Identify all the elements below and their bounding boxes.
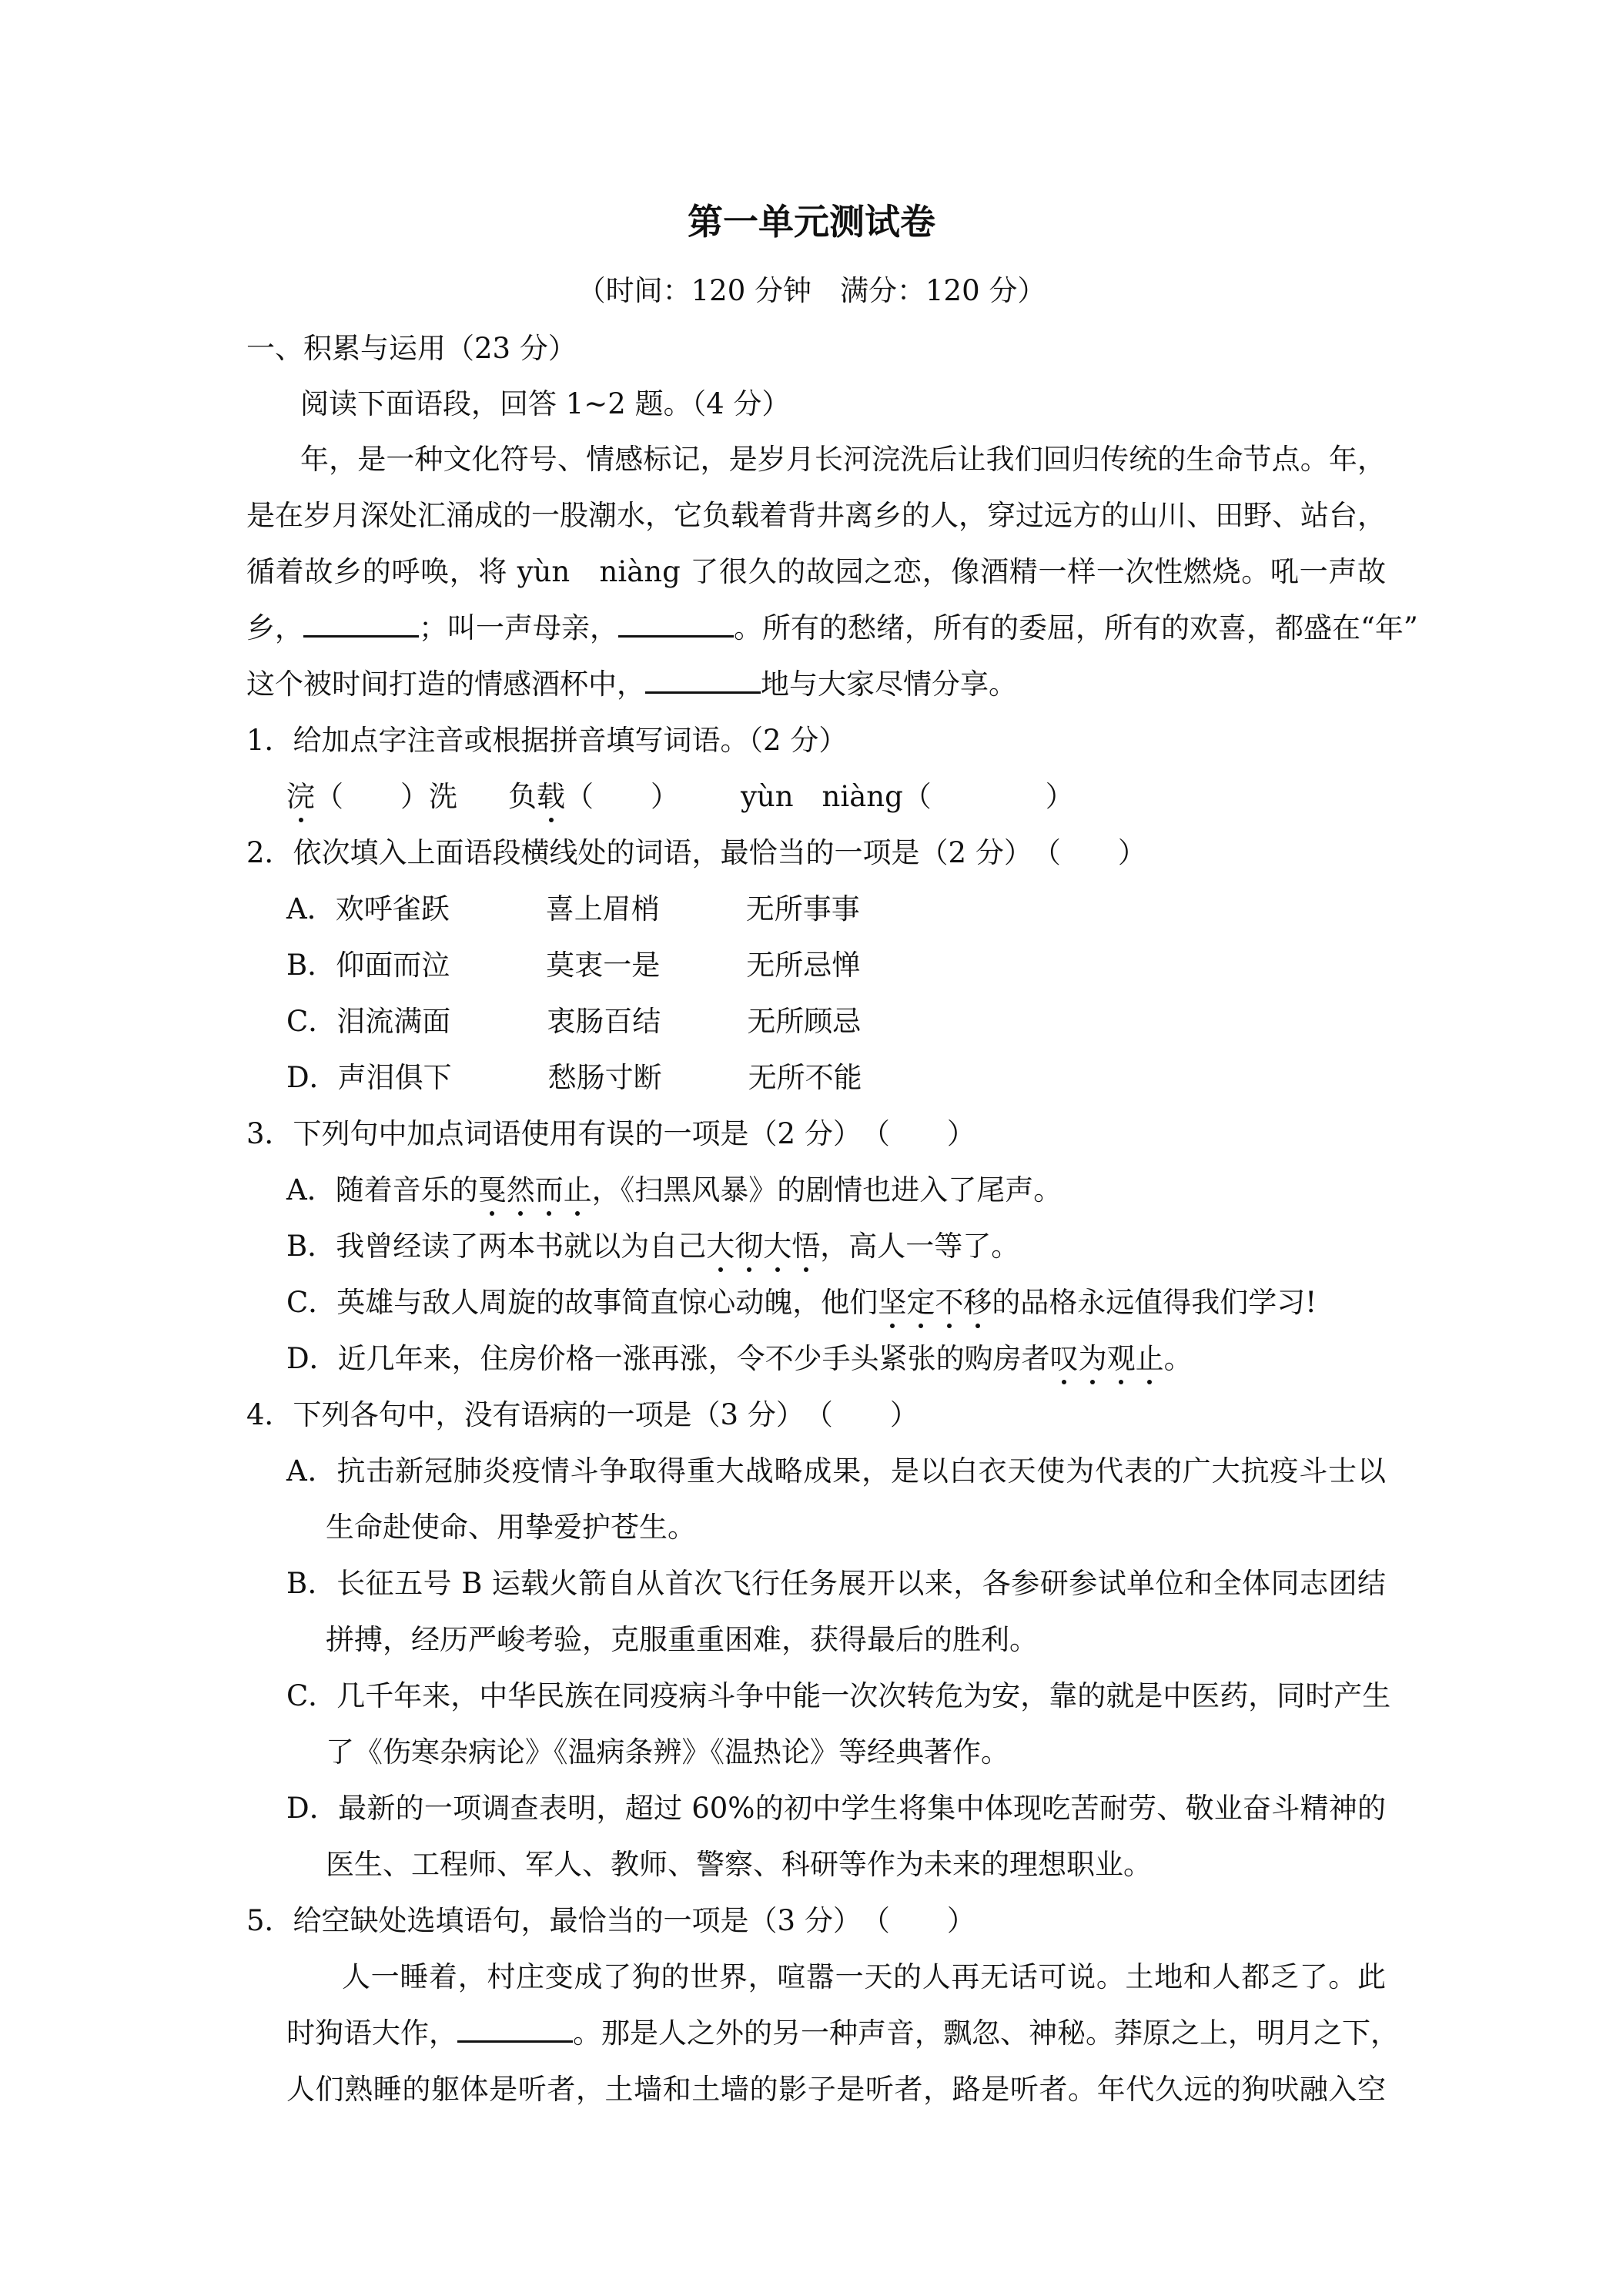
option-word: 声泪俱下 — [337, 1061, 452, 1094]
passage-line — [246, 665, 1017, 704]
option-a-line[interactable]: 生命赴使命、用挚爱护苍生。 — [326, 1511, 696, 1544]
option-text: ，《扫黑风暴》的剧情也进入了尾声。 — [591, 1173, 1062, 1207]
option-c-line[interactable]: C．几千年来，中华民族在同疫病斗争中能一次次转危为安，靠的就是中医药，同时产生 — [286, 1679, 1391, 1712]
option-text: 的品格永远值得我们学习! — [992, 1286, 1317, 1319]
page-title: 第一单元测试卷 — [688, 201, 935, 243]
option-c-line[interactable]: 了《伤寒杂病论》《温病条辨》《温热论》等经典著作。 — [326, 1735, 1009, 1769]
option-text: B．我曾经读了两本书就以为自己 — [286, 1230, 707, 1263]
exam-info: （时间：120 分钟 满分：120 分） — [577, 274, 1046, 307]
option-word: 莫衷一是 — [546, 949, 661, 982]
answer-slot[interactable]: yùn niàng（ ） — [741, 780, 1074, 813]
option-a-line[interactable]: A．抗击新冠肺炎疫情斗争取得重大战略成果，是以白衣天使为代表的广大抗疫斗士以 — [286, 1454, 1386, 1488]
dotted-char: 大 — [706, 1230, 735, 1263]
option-word: 愁肠寸断 — [547, 1061, 662, 1094]
passage-text: ；叫一声母亲， — [419, 611, 618, 644]
dotted-char: 浣 — [286, 780, 315, 813]
option-text: A．随着音乐的 — [286, 1173, 478, 1207]
option-d-line[interactable]: D．最新的一项调查表明，超过 60%的初中学生将集中体现吃苦耐劳、敬业奋斗精神的 — [286, 1792, 1386, 1825]
dotted-char: 载 — [537, 780, 565, 813]
option-word: 欢呼雀跃 — [335, 892, 450, 925]
passage-line: 循着故乡的呼唤，将 yùn niàng 了很久的故园之恋，像酒精一样一次性燃烧。吼一声故 — [246, 555, 1386, 588]
fill-blank[interactable] — [618, 609, 734, 638]
question-5-stem: 5．给空缺处选填语句，最恰当的一项是（3 分） （ ） — [246, 1904, 975, 1937]
passage-text: 这个被时间打造的情感酒杯中， — [246, 668, 645, 701]
dotted-char: 为 — [1078, 1342, 1107, 1375]
dotted-char: 彻 — [735, 1230, 764, 1263]
dotted-char: 而 — [534, 1173, 564, 1207]
option-b-line[interactable]: B．长征五号 B 运载火箭自从首次飞行任务展开以来，各参研参试单位和全体同志团结 — [286, 1567, 1386, 1600]
passage-line: 人们熟睡的躯体是听者，土墙和土墙的影子是听者，路是听者。年代久远的狗吠融入空 — [286, 2073, 1386, 2106]
passage-text: 乡， — [246, 611, 303, 644]
option-row[interactable] — [286, 1059, 862, 1097]
option-word: 泪流满面 — [336, 1005, 451, 1038]
reading-instruction: 阅读下面语段，回答 1~2 题。（4 分） — [300, 387, 791, 420]
dotted-char: 止 — [563, 1173, 592, 1207]
option-word: 无所事事 — [745, 892, 860, 925]
dotted-char: 定 — [906, 1286, 935, 1319]
passage-text: 。那是人之外的另一种声音，飘忽、神秘。莽原之上，明月之下， — [573, 2017, 1399, 2050]
dotted-char: 移 — [963, 1286, 992, 1319]
question-1-items — [286, 778, 1074, 816]
passage-line: 年，是一种文化符号、情感标记，是岁月长河浣洗后让我们回归传统的生命节点。年， — [300, 443, 1386, 476]
option-row[interactable] — [286, 946, 860, 985]
question-2-stem: 2．依次填入上面语段横线处的词语，最恰当的一项是（2 分） （ ） — [246, 836, 1146, 869]
dotted-char: 大 — [763, 1230, 792, 1263]
option-b-line[interactable]: 拼搏，经历严峻考验，克服重重困难，获得最后的胜利。 — [326, 1623, 1038, 1656]
option-row[interactable] — [286, 1227, 1019, 1266]
dotted-char: 不 — [935, 1286, 964, 1319]
dotted-char: 叹 — [1049, 1342, 1079, 1375]
dotted-char: 坚 — [878, 1286, 907, 1319]
passage-text: 。所有的愁绪，所有的委屈，所有的欢喜，都盛在“年” — [734, 611, 1418, 644]
question-3-stem: 3．下列句中加点词语使用有误的一项是（2 分） （ ） — [246, 1117, 975, 1150]
dotted-char: 悟 — [791, 1230, 821, 1263]
option-row[interactable] — [286, 890, 860, 929]
option-label: C． — [286, 1005, 337, 1038]
fill-blank[interactable] — [303, 609, 419, 638]
option-word: 衷肠百结 — [547, 1005, 661, 1038]
option-row[interactable] — [286, 1002, 861, 1041]
dotted-char: 止 — [1135, 1342, 1164, 1375]
option-text: 。 — [1163, 1342, 1193, 1375]
passage-line — [246, 609, 1418, 648]
dotted-char: 观 — [1106, 1342, 1136, 1375]
option-row[interactable] — [286, 1340, 1193, 1378]
option-word: 喜上眉梢 — [545, 892, 660, 925]
dotted-char: 然 — [506, 1173, 535, 1207]
section-heading: 一、积累与运用（23 分） — [246, 332, 577, 365]
answer-slot[interactable]: （ ）洗 — [315, 780, 457, 813]
option-d-line[interactable]: 医生、工程师、军人、教师、警察、科研等作为未来的理想职业。 — [326, 1848, 1152, 1881]
option-word: 无所顾忌 — [747, 1005, 862, 1038]
option-word: 仰面而泣 — [336, 949, 450, 982]
passage-line: 人一睡着，村庄变成了狗的世界，喧嚣一天的人再无话可说。土地和人都乏了。此 — [342, 1960, 1386, 1993]
passage-text: 地与大家尽情分享。 — [761, 668, 1017, 701]
option-row[interactable] — [286, 1171, 1062, 1210]
option-word: 无所忌惮 — [746, 949, 861, 982]
option-text: D．近几年来，住房价格一涨再涨，令不少手头紧张的购房者 — [286, 1342, 1050, 1375]
option-text: C．英雄与敌人周旋的故事简直惊心动魄，他们 — [286, 1286, 878, 1319]
option-word: 无所不能 — [748, 1061, 862, 1094]
word-text: 负 — [508, 780, 537, 813]
question-1-stem: 1．给加点字注音或根据拼音填写词语。（2 分） — [246, 724, 848, 757]
passage-line: 是在岁月深处汇涌成的一股潮水，它负载着背井离乡的人，穿过远方的山川、田野、站台， — [246, 499, 1386, 532]
fill-blank[interactable] — [645, 665, 761, 694]
passage-text: 时狗语大作， — [286, 2017, 457, 2050]
passage-line — [286, 2014, 1399, 2053]
option-text: ，高人一等了。 — [820, 1230, 1020, 1263]
option-row[interactable] — [286, 1284, 1317, 1322]
option-label: D． — [286, 1061, 338, 1094]
option-label: A． — [286, 892, 336, 925]
option-label: B． — [286, 949, 336, 982]
dotted-char: 戛 — [477, 1173, 507, 1207]
fill-blank[interactable] — [457, 2014, 573, 2043]
question-4-stem: 4．下列各句中，没有语病的一项是（3 分） （ ） — [246, 1398, 919, 1431]
answer-slot[interactable]: （ ） — [565, 780, 679, 813]
